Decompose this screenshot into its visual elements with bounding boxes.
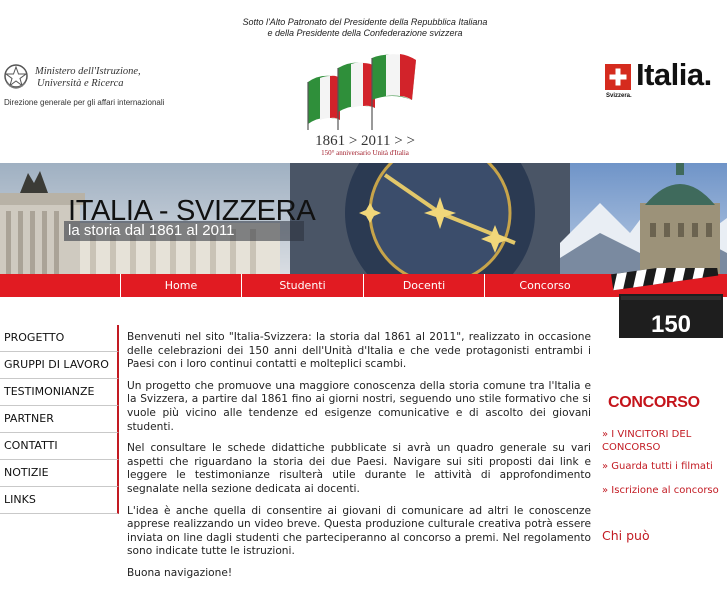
swiss-brand-small: Svizzera. — [606, 93, 632, 99]
banner-title: ITALIA - SVIZZERA — [68, 195, 316, 227]
patronage-text — [200, 17, 530, 39]
anniversary-logo — [300, 133, 430, 157]
clapper-number: 150 — [650, 311, 692, 338]
patronage-line-1: Sotto l'Alto Patronato del Presidente della Repubblica Italiana — [242, 17, 488, 27]
content-paragraph-3: Nel consultare le schede didattiche pubblicate si avrà un quadro generale su vari aspetti che riguardano la storia dei due Paesi. Navigare sui siti proposti dai link e leggere le testimonianze risulterà utile durante le attività di approfondimento segnalate nella sezione dedicata ai docenti. — [127, 442, 591, 495]
sidebar-item-contatti[interactable]: CONTATTI — [0, 433, 119, 460]
ministry-line-2: Università e Ricerca — [37, 78, 124, 89]
chi-puo-heading: Chi può — [602, 528, 650, 543]
sidebar-item-gruppi-di-lavoro[interactable]: GRUPPI DI LAVORO — [0, 352, 119, 379]
content-paragraph-5: Buona navigazione! — [127, 566, 233, 579]
main-content — [127, 331, 591, 589]
clapperboard-icon[interactable] — [605, 268, 727, 340]
ministry-logo-text — [35, 66, 141, 90]
sidebar-item-links[interactable]: LINKS — [0, 487, 119, 514]
swiss-cross-icon — [605, 64, 631, 90]
link-vincitori[interactable]: » I VINCITORI DEL CONCORSO — [602, 429, 692, 453]
ministry-line-1: Ministero dell'Istruzione, — [35, 66, 141, 77]
anniversary-years: 1861 > 2011 > > — [315, 133, 415, 149]
content-paragraph-2: Un progetto che promuove una maggiore conoscenza della storia comune tra l'Italia e la Svizzera, a partire dal 1861 fino ai giorni nostri, seguendo uno stile formativo che si vuole più vicino alle tendenze ed esigenze comunicative e di ascolto dei giovani studenti. — [127, 379, 591, 433]
content-paragraph-1: Benvenuti nel sito "Italia-Svizzera: la storia dal 1861 al 2011", realizzato in occasione delle celebrazioni dei 150 anni dell'Unità d'Italia e che vede protagonisti entrambi i Paesi con i loro continui contatti e molteplici scambi. — [127, 331, 591, 371]
nav-home[interactable]: Home — [120, 274, 241, 297]
sidebar-menu — [0, 325, 119, 514]
nav-studenti[interactable]: Studenti — [241, 274, 363, 297]
content-paragraph-4: L'idea è anche quella di consentire ai giovani di comunicare ad altri le conoscenze apprese realizzando un video breve. Questa produzione culturale creativa potrà essere inviata on line dagli studenti che parteciperanno al concorso a premi. Nel regolamento sono indicate tutte le istruzioni. — [127, 504, 591, 558]
sidebar-item-notizie[interactable]: NOTIZIE — [0, 460, 119, 487]
flags-logo-icon — [300, 50, 430, 130]
concorso-heading: CONCORSO — [608, 394, 700, 411]
nav-docenti[interactable]: Docenti — [363, 274, 484, 297]
sidebar-item-progetto[interactable]: PROGETTO — [0, 325, 119, 352]
banner-subtitle: la storia dal 1861 al 2011 — [68, 222, 235, 239]
sidebar-item-testimonianze[interactable]: TESTIMONIANZE — [0, 379, 119, 406]
link-iscrizione[interactable]: » Iscrizione al concorso — [602, 485, 719, 496]
sidebar-item-partner[interactable]: PARTNER — [0, 406, 119, 433]
anniversary-subtitle: 150° anniversario Unità d'Italia — [321, 149, 409, 157]
patronage-line-2: e della Presidente della Confederazione svizzera — [267, 28, 463, 38]
ministry-subtitle: Direzione generale per gli affari internazionali — [4, 98, 165, 107]
link-filmati[interactable]: » Guarda tutti i filmati — [602, 461, 713, 472]
italian-emblem-icon — [3, 63, 29, 91]
swiss-brand-logo: Italia. — [636, 57, 712, 92]
concorso-links — [602, 428, 724, 497]
nav-concorso[interactable]: Concorso — [484, 274, 605, 297]
